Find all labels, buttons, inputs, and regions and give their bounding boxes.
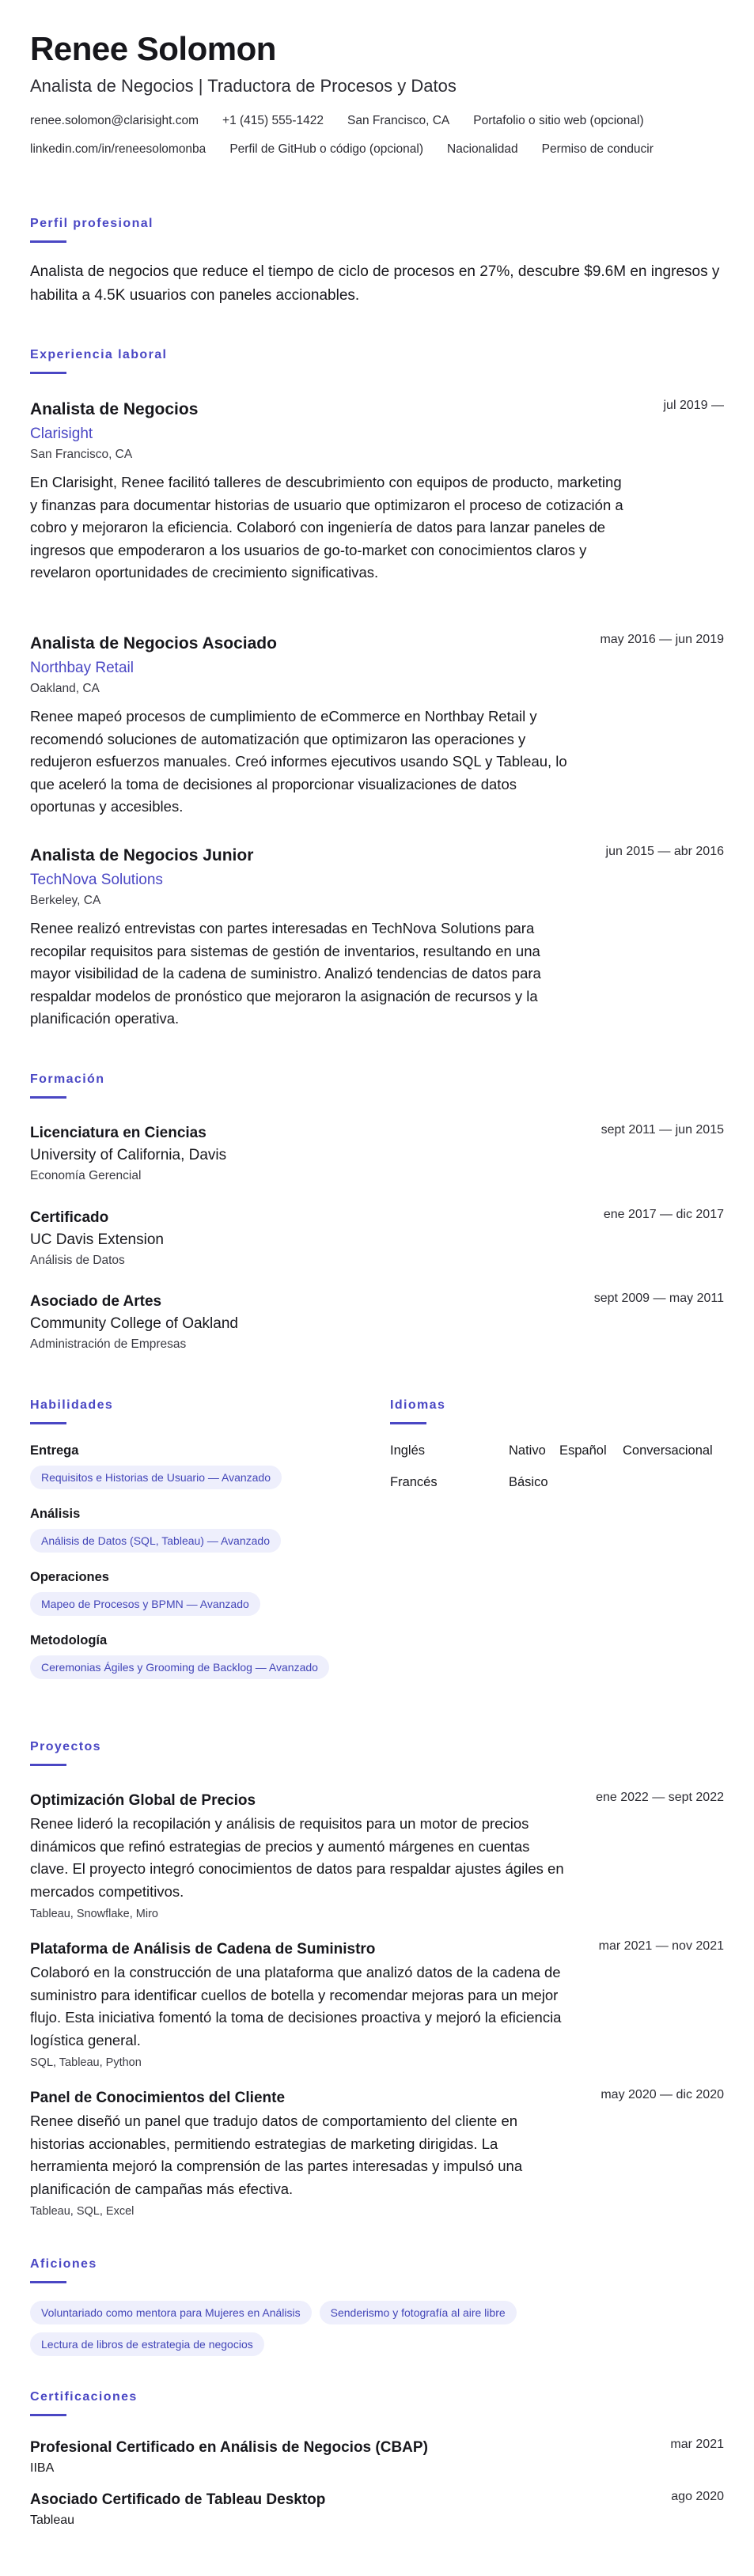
job-location: San Francisco, CA <box>30 448 133 461</box>
education-section <box>30 1071 724 1099</box>
section-title-skills: Habilidades <box>30 1398 114 1412</box>
certification-issuer: Tableau <box>30 2514 75 2527</box>
job-location: Oakland, CA <box>30 682 100 695</box>
section-rule <box>30 372 66 374</box>
skill-category: Metodología <box>30 1633 108 1647</box>
section-title-certifications: Certificaciones <box>30 2390 138 2404</box>
language-level: Conversacional <box>623 1443 713 1458</box>
skills-section <box>30 1397 390 1679</box>
contact-driving-license: Permiso de conducir <box>541 142 654 156</box>
education-entry <box>30 1123 724 1185</box>
skill-group <box>30 1442 390 1489</box>
education-degree: Asociado de Artes <box>30 1293 162 1310</box>
section-title-experience: Experiencia laboral <box>30 348 168 361</box>
job-location: Berkeley, CA <box>30 894 101 907</box>
contact-phone[interactable]: +1 (415) 555-1422 <box>222 114 324 127</box>
contact-list <box>30 112 724 158</box>
skill-chip: Mapeo de Procesos y BPMN — Avanzado <box>30 1592 260 1616</box>
certification-name: Asociado Certificado de Tableau Desktop <box>30 2491 326 2508</box>
section-title-projects: Proyectos <box>30 1740 101 1753</box>
section-rule <box>30 1422 66 1424</box>
contact-location: San Francisco, CA <box>347 114 450 127</box>
contact-nationality: Nacionalidad <box>447 142 518 156</box>
job-entry <box>30 399 724 584</box>
hobby-chip: Voluntariado como mentora para Mujeres en Análisis <box>30 2301 312 2324</box>
hobby-chip: Lectura de libros de estrategia de negocios <box>30 2332 264 2356</box>
job-title: Analista de Negocios Asociado <box>30 634 277 653</box>
candidate-headline: Analista de Negocios | Traductora de Procesos y Datos <box>30 76 457 96</box>
language-level: Básico <box>509 1475 548 1489</box>
hobby-chip-list <box>30 2332 724 2356</box>
project-description: Renee diseñó un panel que tradujo datos de comportamiento del cliente en historias accionables, permitiendo estrategias de marketing dirigidas. La herramienta mejoró la comprensión de las partes interesadas y impulsó una planificación de campañas más efectiva. <box>30 2113 523 2197</box>
project-entry <box>30 2088 724 2219</box>
summary-text: Analista de negocios que reduce el tiempo de ciclo de procesos en 27%, descubre $9.6M en ingresos y habilita a 4.5K usuarios con paneles accionables. <box>30 263 720 304</box>
job-company: TechNova Solutions <box>30 872 163 888</box>
languages-section <box>390 1397 724 1679</box>
education-field: Economía Gerencial <box>30 1169 142 1182</box>
project-description: Renee lideró la recopilación y análisis de requisitos para un motor de precios dinámicos que refinó estrategias de precios y aumentó márgenes en cuentas clave. El proyecto integró conocimientos de datos para respaldar ajustes ágiles en mercados competitivos. <box>30 1815 564 1900</box>
project-description: Colaboró en la construcción de una plataforma que analizó datos de la cadena de suministro para identificar cuellos de botella y recomendar mejoras para un mejor flujo. Esta iniciativa fomentó la toma de decisiones proactiva y mejoró la eficiencia logística general. <box>30 1964 562 2048</box>
experience-section <box>30 346 724 374</box>
certification-name: Profesional Certificado en Análisis de Negocios (CBAP) <box>30 2439 428 2456</box>
language-row <box>390 1442 724 1459</box>
education-degree: Certificado <box>30 1209 109 1226</box>
section-title-languages: Idiomas <box>390 1398 446 1412</box>
section-rule <box>30 1096 66 1099</box>
contact-portfolio[interactable]: Portafolio o sitio web (opcional) <box>473 114 644 127</box>
section-title-education: Formación <box>30 1072 105 1086</box>
project-date: ene 2022 — sept 2022 <box>596 1791 724 1804</box>
education-date: ene 2017 — dic 2017 <box>603 1208 724 1221</box>
hobby-chip-list <box>30 2301 724 2324</box>
certification-issuer: IIBA <box>30 2461 55 2475</box>
hobby-chip: Senderismo y fotografía al aire libre <box>320 2301 517 2324</box>
section-rule <box>390 1422 426 1424</box>
education-date: sept 2011 — jun 2015 <box>601 1123 724 1137</box>
education-school: Community College of Oakland <box>30 1315 238 1332</box>
contact-email[interactable]: renee.solomon@clarisight.com <box>30 114 199 127</box>
education-degree: Licenciatura en Ciencias <box>30 1125 206 1141</box>
project-date: may 2020 — dic 2020 <box>601 2088 724 2101</box>
education-field: Administración de Empresas <box>30 1337 187 1351</box>
summary-section <box>30 215 724 308</box>
certification-entry <box>30 2490 724 2529</box>
project-entry <box>30 1791 724 1922</box>
education-school: UC Davis Extension <box>30 1231 164 1248</box>
job-date: jun 2015 — abr 2016 <box>605 845 724 858</box>
certifications-section <box>30 2389 724 2416</box>
project-tools: Tableau, SQL, Excel <box>30 2205 135 2218</box>
project-date: mar 2021 — nov 2021 <box>598 1939 724 1953</box>
job-description: En Clarisight, Renee facilitó talleres de descubrimiento con equipos de producto, marketing y finanzas para documentar historias de usuario que optimizaron el proceso de cotización a cobro y mejoraron la eficiencia. Colaboró con ingeniería de datos para lanzar paneles de ingresos que empoderaron a los usuarios de go-to-market con conocimientos claros y revelaron oportunidades de crecimiento significativas. <box>30 474 623 581</box>
skill-group <box>30 1632 390 1679</box>
projects-section <box>30 1738 724 1766</box>
resume-header <box>30 27 724 158</box>
skill-chip: Análisis de Datos (SQL, Tableau) — Avanzado <box>30 1529 281 1553</box>
section-rule <box>30 1764 66 1766</box>
education-entry <box>30 1208 724 1269</box>
job-entry <box>30 633 724 819</box>
skills-languages-row <box>30 1397 724 1679</box>
project-tools: SQL, Tableau, Python <box>30 2056 142 2069</box>
language-name: Francés <box>390 1475 438 1489</box>
job-entry <box>30 845 724 1031</box>
contact-linkedin[interactable]: linkedin.com/in/reneesolomonba <box>30 142 206 156</box>
job-date: may 2016 — jun 2019 <box>600 633 724 646</box>
hobbies-section <box>30 2256 724 2356</box>
job-title: Analista de Negocios Junior <box>30 846 254 864</box>
project-tools: Tableau, Snowflake, Miro <box>30 1908 158 1920</box>
language-row <box>390 1473 724 1491</box>
job-date: jul 2019 — <box>663 399 724 412</box>
education-school: University of California, Davis <box>30 1147 227 1163</box>
section-rule <box>30 2281 66 2283</box>
project-title: Optimización Global de Precios <box>30 1792 256 1809</box>
job-title: Analista de Negocios <box>30 400 199 418</box>
education-field: Análisis de Datos <box>30 1254 125 1267</box>
education-entry <box>30 1292 724 1353</box>
certification-entry <box>30 2438 724 2477</box>
skill-chip: Requisitos e Historias de Usuario — Avanzado <box>30 1466 282 1489</box>
project-title: Panel de Conocimientos del Cliente <box>30 2090 286 2106</box>
contact-github[interactable]: Perfil de GitHub o código (opcional) <box>229 142 423 156</box>
skill-group <box>30 1505 390 1553</box>
skill-chip: Ceremonias Ágiles y Grooming de Backlog — Avanzado <box>30 1655 329 1679</box>
skill-category: Entrega <box>30 1443 79 1458</box>
language-level: Nativo <box>509 1443 546 1458</box>
language-name: Español <box>559 1443 607 1458</box>
job-description: Renee mapeó procesos de cumplimiento de eCommerce en Northbay Retail y recomendó soluciones de automatización que optimizaron las operaciones y redujeron esfuerzos manuales. Creó informes ejecutivos usando SQL y Tableau, lo que aceleró la toma de decisiones al proporcionar visualizaciones de datos oportunas y accesibles. <box>30 708 567 815</box>
candidate-name: Renee Solomon <box>30 30 276 67</box>
skill-category: Operaciones <box>30 1570 109 1584</box>
skill-category: Análisis <box>30 1507 81 1521</box>
section-rule <box>30 240 66 243</box>
certification-date: ago 2020 <box>671 2490 724 2503</box>
education-date: sept 2009 — may 2011 <box>593 1292 724 1305</box>
skill-group <box>30 1568 390 1616</box>
language-name: Inglés <box>390 1443 426 1458</box>
section-rule <box>30 2414 66 2416</box>
section-title-summary: Perfil profesional <box>30 217 153 230</box>
job-company: Northbay Retail <box>30 660 134 676</box>
section-title-hobbies: Aficiones <box>30 2257 97 2271</box>
project-entry <box>30 1939 724 2071</box>
certification-date: mar 2021 <box>670 2438 724 2451</box>
job-company: Clarisight <box>30 426 93 442</box>
project-title: Plataforma de Análisis de Cadena de Suministro <box>30 1941 376 1958</box>
job-description: Renee realizó entrevistas con partes interesadas en TechNova Solutions para recopilar requisitos para sistemas de gestión de inventarios, resultando en una mayor visibilidad de la cadena de suministro. Analizó tendencias de datos para respaldar modelos de pronóstico que mejoraron la asignación de recursos y la planificación operativa. <box>30 920 541 1027</box>
